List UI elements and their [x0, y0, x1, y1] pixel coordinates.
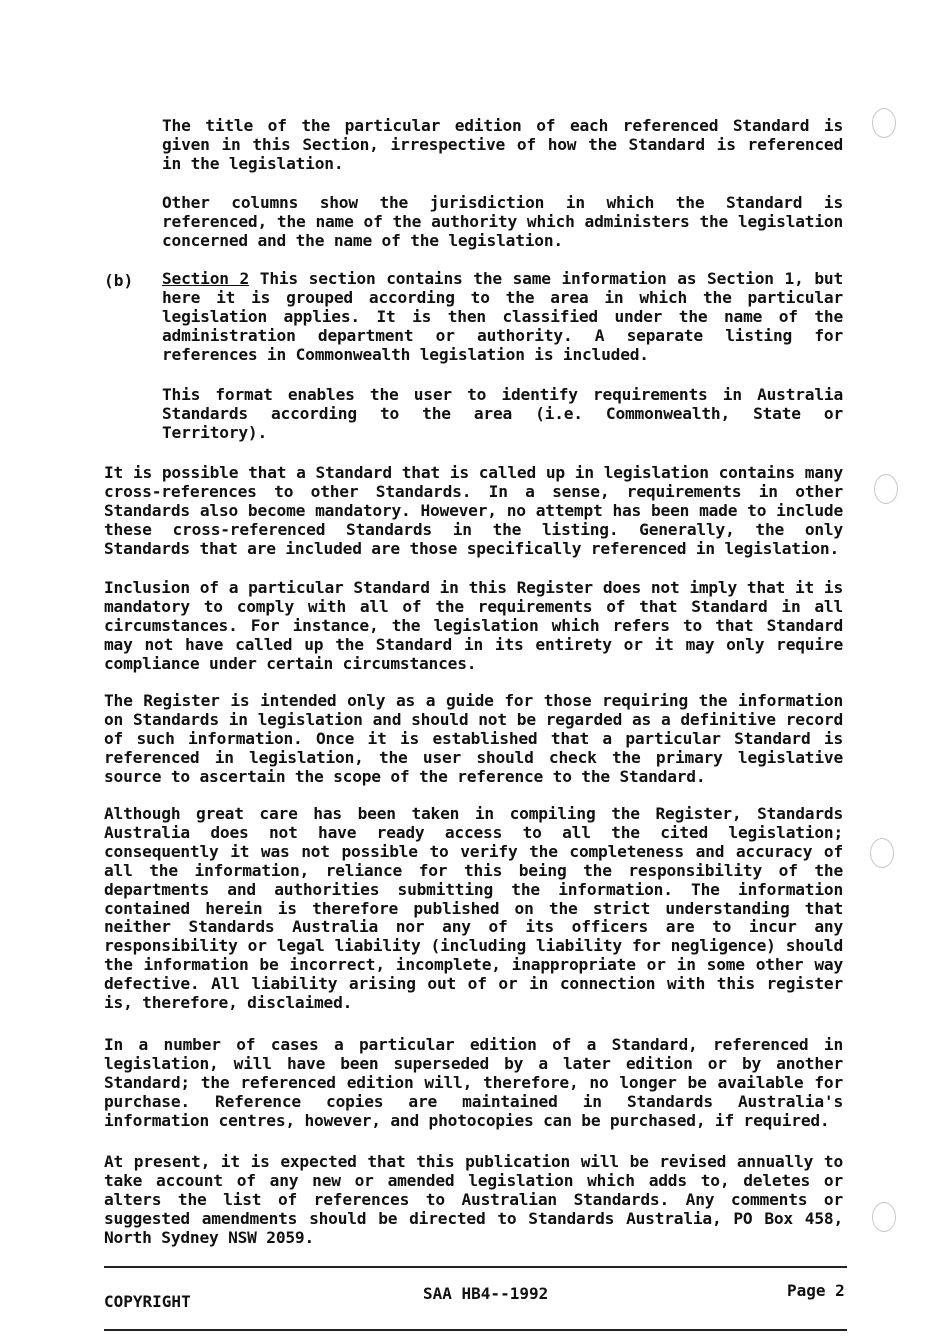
punch-hole-mark — [872, 1202, 896, 1232]
paragraph-disclaimer: Although great care has been taken in compiling the Register, Standards Australia does not have ready access to all the cited legislation; consequently it was not possible to verify the completeness and accuracy of all the information, reliance for this being the responsibility of the departments and authorities submitting the information. The information contained herein is therefore published on the strict understanding that neither Standards Australia nor any of its officers are to incur any responsibility or legal liability (including liability for negligence) should the information be incorrect, incomplete, inappropriate or in some other way defective. All liability arising out of or in connection with this register is, therefore, disclaimed. — [104, 804, 843, 1013]
paragraph-other-columns: Other columns show the jurisdiction in which the Standard is referenced, the name of the authority which administers the legislation concerned and the name of the legislation. — [162, 193, 843, 250]
footer-copyright: COPYRIGHT — [104, 1292, 191, 1311]
footer-page-number: Page 2 — [787, 1281, 845, 1300]
paragraph-revisions: At present, it is expected that this publication will be revised annually to take account of any new or amended legislation which adds to, deletes or alters the list of references to Australian Standards. Any comments or suggested amendments should be directed to Standards Australia, PO Box 458, North Sydney NSW 2059. — [104, 1152, 843, 1247]
punch-hole-mark — [874, 474, 898, 504]
paragraph-register-guide: The Register is intended only as a guide for those requiring the information on Standards in legislation and should not be regarded as a definitive record of such information. Once it is established that a particular Standard is referenced in legislation, the user should check the primary legislative source to ascertain the scope of the reference to the Standard. — [104, 691, 843, 786]
section-2-text: This section contains the same information as Section 1, but here it is grouped according to the area in which the particular legislation applies. It is then classified under the name of the administration department or authority. A separate listing for references in Commonwealth legislation is included. — [162, 269, 843, 364]
paragraph-title-note: The title of the particular edition of each referenced Standard is given in this Section, irrespective of how the Standard is referenced in the legislation. — [162, 116, 843, 173]
punch-hole-mark — [870, 838, 894, 868]
paragraph-cross-references: It is possible that a Standard that is called up in legislation contains many cross-references to other Standards. In a sense, requirements in other Standards also become mandatory. However, no attempt has been made to include these cross-referenced Standards in the listing. Generally, the only Standards that are included are those specifically referenced in legislation. — [104, 463, 843, 558]
paragraph-format: This format enables the user to identify requirements in Australia Standards according to the area (i.e. Commonwealth, State or Territory). — [162, 385, 843, 442]
paragraph-section-2 — [162, 270, 843, 365]
footer-rule-bottom — [104, 1329, 847, 1331]
footer-document-id: SAA HB4--1992 — [423, 1284, 549, 1303]
list-label-b: (b) — [104, 271, 134, 290]
punch-hole-mark — [872, 108, 896, 138]
paragraph-inclusion: Inclusion of a particular Standard in this Register does not imply that it is mandatory to comply with all of the requirements of that Standard in all circumstances. For instance, the legislation which refers to that Standard may not have called up the Standard in its entirety or it may only require compliance under certain circumstances. — [104, 578, 843, 673]
paragraph-superseded-editions: In a number of cases a particular edition of a Standard, referenced in legislation, will have been superseded by a later edition or by another Standard; the referenced edition will, therefore, no longer be available for purchase. Reference copies are maintained in Standards Australia's information centres, however, and photocopies can be purchased, if required. — [104, 1035, 843, 1130]
footer-rule-top — [104, 1266, 847, 1268]
section-2-heading: Section 2 — [162, 269, 250, 288]
